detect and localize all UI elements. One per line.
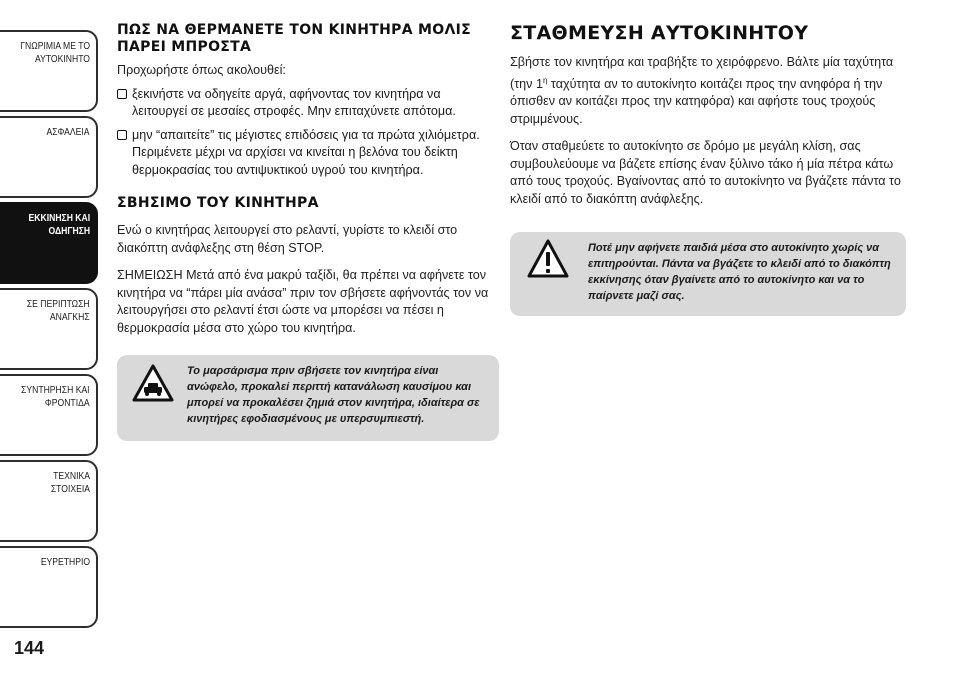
tab-label: ΓΝΩΡΙΜΙΑ ΜΕ ΤΟ ΑΥΤΟΚΙΝΗΤΟ — [20, 40, 90, 65]
caution-note — [117, 355, 499, 441]
tab-label: ΕΚΚΙΝΗΣΗ ΚΑΙ ΟΔΗΓΗΣΗ — [28, 212, 90, 237]
section-heading-engine-off: ΣΒΗΣΙΜΟ ΤΟΥ ΚΙΝΗΤΗΡΑ — [117, 195, 319, 211]
list-item — [117, 86, 499, 121]
warning-note — [510, 232, 906, 316]
tab-technical-data[interactable] — [0, 460, 98, 542]
tab-safety[interactable] — [0, 116, 98, 198]
ordinal-suffix: η — [542, 75, 548, 85]
left-column — [117, 22, 499, 441]
tab-starting-driving[interactable] — [0, 202, 98, 284]
tab-label: ΣΕ ΠΕΡΙΠΤΩΣΗ ΑΝΑΓΚΗΣ — [27, 298, 90, 323]
list-item — [117, 127, 499, 180]
caution-text: Το μαρσάρισμα πριν σβήσετε τον κινητήρα είναι ανώφελο, προκαλεί περιττή κατανάλωση καυσίμου και μπορεί να προκαλέσει ζημιά στον κινητήρα, ιδιαίτερα σε κινητήρες εφοδιασμένους με υπερσυμπιεστή. — [187, 365, 480, 425]
warning-triangle-icon — [526, 238, 570, 280]
paragraph: Όταν σταθμεύετε το αυτοκίνητο σε δρόμο με μεγάλη κλίση, σας συμβουλεύουμε να βάζετε επίσης έναν ξύλινο τάκο ή μία πέτρα κάτω από τους τροχούς. Βγαίνοντας από το αυτοκίνητο να βγάζετε πάντα το κλειδί από το διακόπτη ανάφλεξης. — [510, 139, 901, 206]
tab-label: ΑΣΦΑΛΕΙΑ — [46, 126, 90, 138]
tab-label: ΣΥΝΤΗΡΗΣΗ ΚΑΙ ΦΡΟΝΤΙΔΑ — [21, 384, 90, 409]
tab-maintenance[interactable] — [0, 374, 98, 456]
paragraph-part: Σβήστε τον κινητήρα και τραβήξτε το χειρόφρενο. Βάλτε μία ταχύτητα (την 1 — [510, 55, 894, 91]
paragraph — [510, 54, 906, 128]
tab-label: ΤΕΧΝΙΚΑ ΣΤΟΙΧΕΙΑ — [50, 470, 90, 495]
note-paragraph: ΣΗΜΕΙΩΣΗ Μετά από ένα μακρύ ταξίδι, θα πρέπει να αφήνετε τον κινητήρα να “πάρει μία ανάσα” πριν τον σβήσετε αφήνοντάς τον να λειτουργήσει στο ρελαντί έτσι ώστε να μπορέσει να πέσει η θερμοκρασία μέσα στο χώρο του κινητήρα. — [117, 268, 489, 335]
paragraph-part: ταχύτητα αν το αυτοκίνητο κοιτάζει προς την ανηφόρα ή την όπισθεν αν κοιτάζει προς την κατηφόρα) και αφήστε τους τροχούς στριμμένους. — [510, 76, 883, 126]
tab-label: ΕΥΡΕΤΗΡΙΟ — [40, 556, 90, 568]
engine-warning-icon — [131, 363, 175, 403]
section-heading-parking: ΣΤΑΘΜΕΥΣΗ ΑΥΤΟΚΙΝΗΤΟΥ — [510, 22, 809, 44]
intro-text: Προχωρήστε όπως ακολουθεί: — [117, 63, 286, 77]
tab-index[interactable] — [0, 546, 98, 628]
section-tabs — [0, 0, 100, 640]
tab-getting-to-know[interactable] — [0, 30, 98, 112]
list-item-text: μην “απαιτείτε” τις μέγιστες επιδόσεις για τα πρώτα χιλιόμετρα. Περιμένετε μέχρι να αρχίσει να κινείται η βελόνα του δείκτη θερμοκρασίας του αντιψυκτικού υγρού του κινητήρα. — [132, 127, 480, 177]
warning-text: Ποτέ μην αφήνετε παιδιά μέσα στο αυτοκίνητο χωρίς να επιτηρούνται. Πάντα να βγάζετε το κλειδί από το διακόπτη εκκίνησης όταν βγαίνετε από το αυτοκίνητο και να το παίρνετε μαζί σας. — [588, 242, 891, 303]
list-item-text: ξεκινήστε να οδηγείτε αργά, αφήνοντας τον κινητήρα να λειτουργεί σε μεσαίες στροφές. Μην επιταχύνετε απότομα. — [132, 86, 456, 118]
right-column — [510, 22, 906, 316]
tab-emergency[interactable] — [0, 288, 98, 370]
checkbox-bullet-icon — [117, 89, 127, 99]
checkbox-bullet-icon — [117, 130, 127, 140]
section-heading-warm-up: ΠΩΣ ΝΑ ΘΕΡΜΑΝΕΤΕ ΤΟΝ ΚΙΝΗΤΗΡΑ ΜΟΛΙΣ ΠΑΡΕΙ ΜΠΡΟΣΤΑ — [117, 22, 471, 55]
paragraph: Ενώ ο κινητήρας λειτουργεί στο ρελαντί, γυρίστε το κλειδί στο διακόπτη ανάφλεξης στη θέση STOP. — [117, 223, 458, 255]
page-number: 144 — [14, 638, 45, 658]
